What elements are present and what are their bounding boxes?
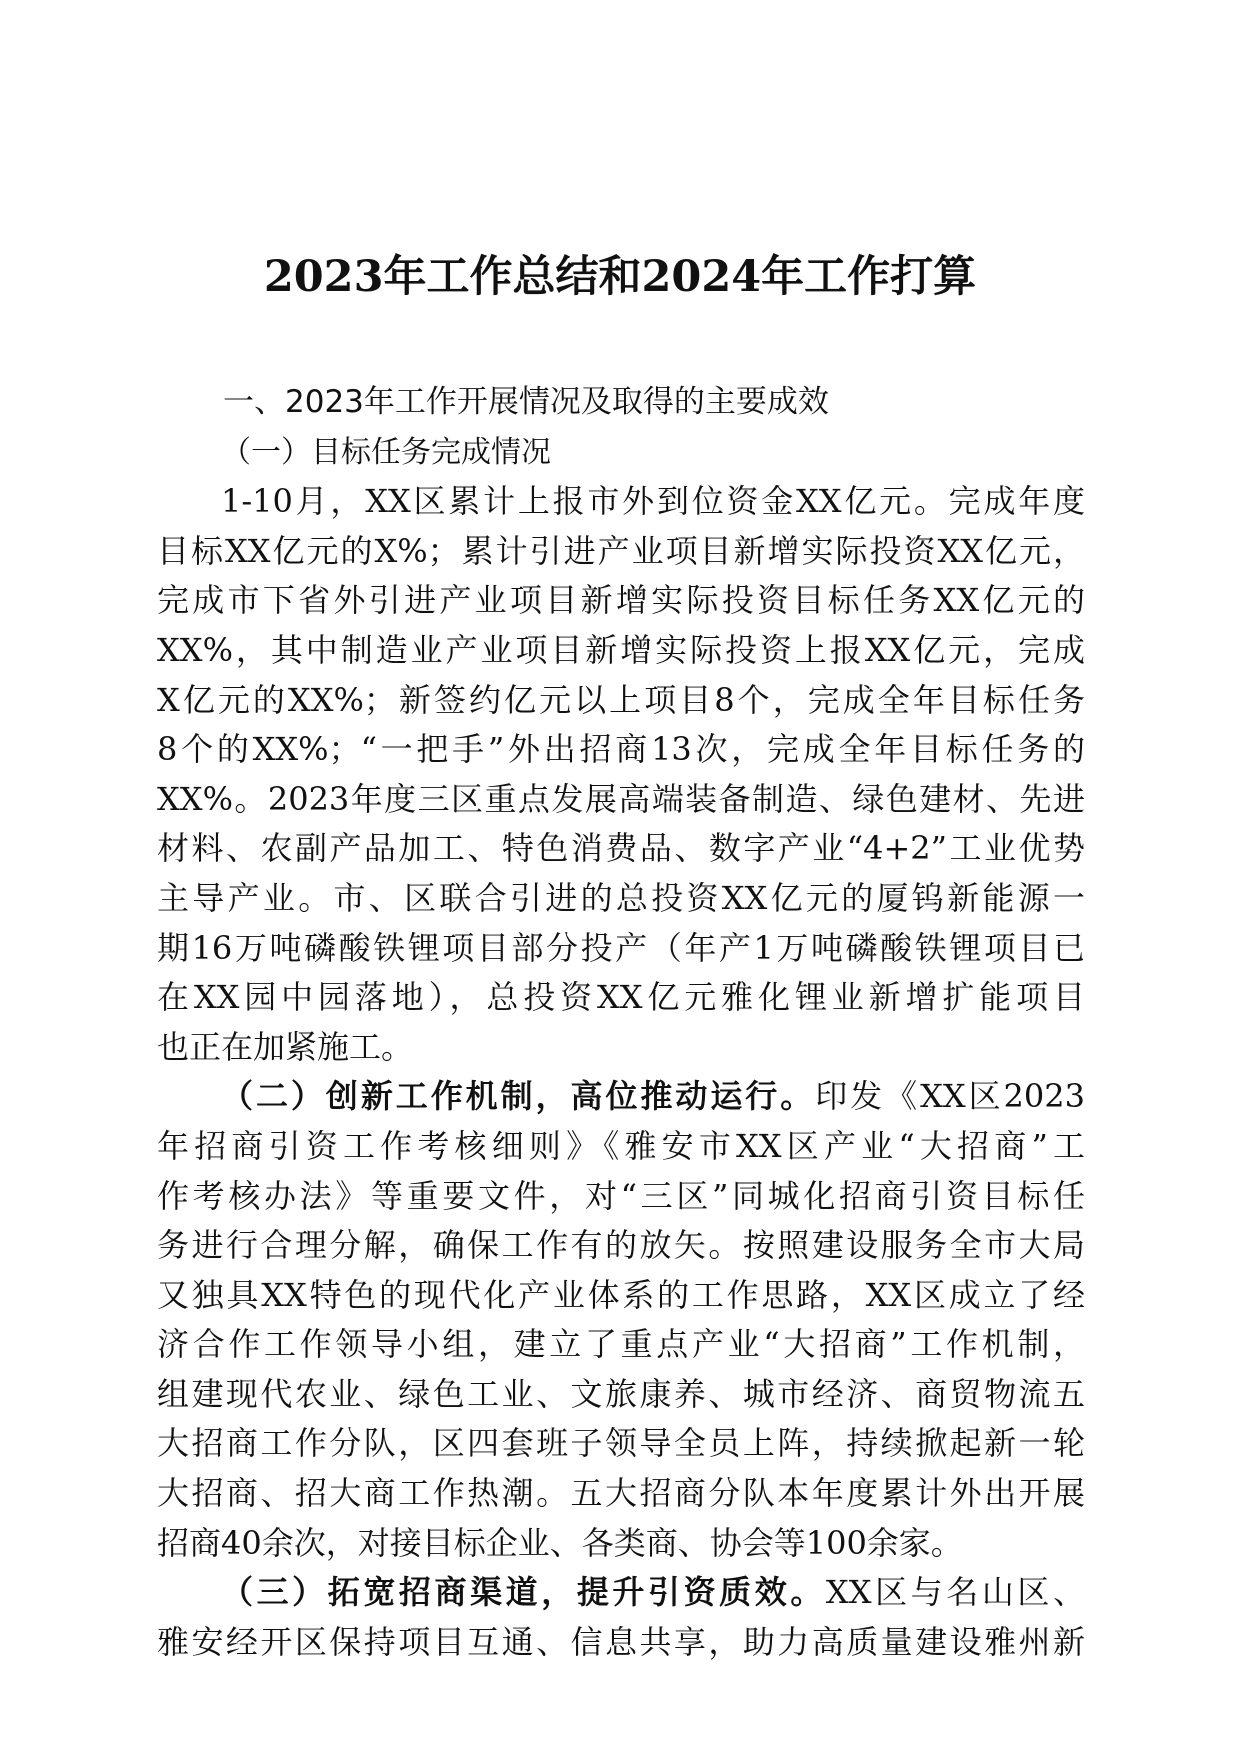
paragraph-text: XX区与名山区、 <box>825 1573 1085 1612</box>
paragraph-line: 期16万吨磷酸铁锂项目部分投产（年产1万吨磷酸铁锂项目已 <box>157 928 1085 967</box>
paragraph-line: 目标XX亿元的X%；累计引进产业项目新增实际投资XX亿元， <box>157 531 1085 570</box>
paragraph-line: XX%，其中制造业产业项目新增实际投资上报XX亿元，完成 <box>157 630 1085 669</box>
paragraph-targets <box>157 477 1085 1072</box>
paragraph-line: 组建现代农业、绿色工业、文旅康养、城市经济、商贸物流五 <box>157 1374 1085 1413</box>
section-heading: 一、2023年工作开展情况及取得的主要成效 <box>223 384 829 420</box>
document-body <box>157 378 1085 1667</box>
paragraph-line: 年招商引资工作考核细则》《雅安市XX区产业“大招商”工 <box>157 1126 1085 1165</box>
paragraph-line <box>157 1568 1085 1618</box>
document-title: 2023年工作总结和2024年工作打算 <box>263 252 977 302</box>
paragraph-line: 材料、农副产品加工、特色消费品、数字产业“4+2”工业优势 <box>157 829 1085 868</box>
paragraph-line: 大招商工作分队，区四套班子领导全员上阵，持续掀起新一轮 <box>157 1424 1085 1463</box>
paragraph-line: 在XX园中园落地），总投资XX亿元雅化锂业新增扩能项目 <box>157 978 1085 1017</box>
paragraph-line: 大招商、招大商工作热潮。五大招商分队本年度累计外出开展 <box>157 1474 1085 1513</box>
paragraph-line: X亿元的XX%；新签约亿元以上项目8个，完成全年目标任务 <box>157 680 1085 719</box>
paragraph-line: 雅安经开区保持项目互通、信息共享，助力高质量建设雅州新 <box>157 1622 1085 1661</box>
paragraph-line: 招商40余次，对接目标企业、各类商、协会等100余家。 <box>157 1523 963 1562</box>
paragraph-line: 8个的XX%；“一把手”外出招商13次，完成全年目标任务的 <box>157 730 1085 769</box>
paragraph-line: 作考核办法》等重要文件，对“三区”同城化招商引资目标任 <box>157 1176 1085 1215</box>
paragraph-line: 务进行合理分解，确保工作有的放矢。按照建设服务全市大局 <box>157 1226 1085 1265</box>
paragraph-text: 印发《XX区2023 <box>815 1077 1085 1116</box>
paragraph-line <box>157 1072 1085 1122</box>
paragraph-line: 又独具XX特色的现代化产业体系的工作思路，XX区成立了经 <box>157 1275 1085 1314</box>
paragraph-mechanism <box>157 1072 1085 1568</box>
paragraph-line: 济合作工作领导小组，建立了重点产业“大招商”工作机制， <box>157 1325 1085 1364</box>
paragraph-line: 完成市下省外引进产业项目新增实际投资目标任务XX亿元的 <box>157 581 1085 620</box>
paragraph-line: 1-10月，XX区累计上报市外到位资金XX亿元。完成年度 <box>221 482 1085 521</box>
subsection-heading: （一）目标任务完成情况 <box>221 434 551 470</box>
paragraph-line: 主导产业。市、区联合引进的总投资XX亿元的厦钨新能源一 <box>157 878 1085 917</box>
paragraph-lead: （二）创新工作机制，高位推动运行。 <box>221 1077 816 1116</box>
paragraph-channels <box>157 1568 1085 1667</box>
paragraph-line: 也正在加紧施工。 <box>157 1027 414 1066</box>
paragraph-line: XX%。2023年度三区重点发展高端装备制造、绿色建材、先进 <box>157 779 1085 818</box>
paragraph-lead: （三）拓宽招商渠道，提升引资质效。 <box>221 1573 826 1612</box>
